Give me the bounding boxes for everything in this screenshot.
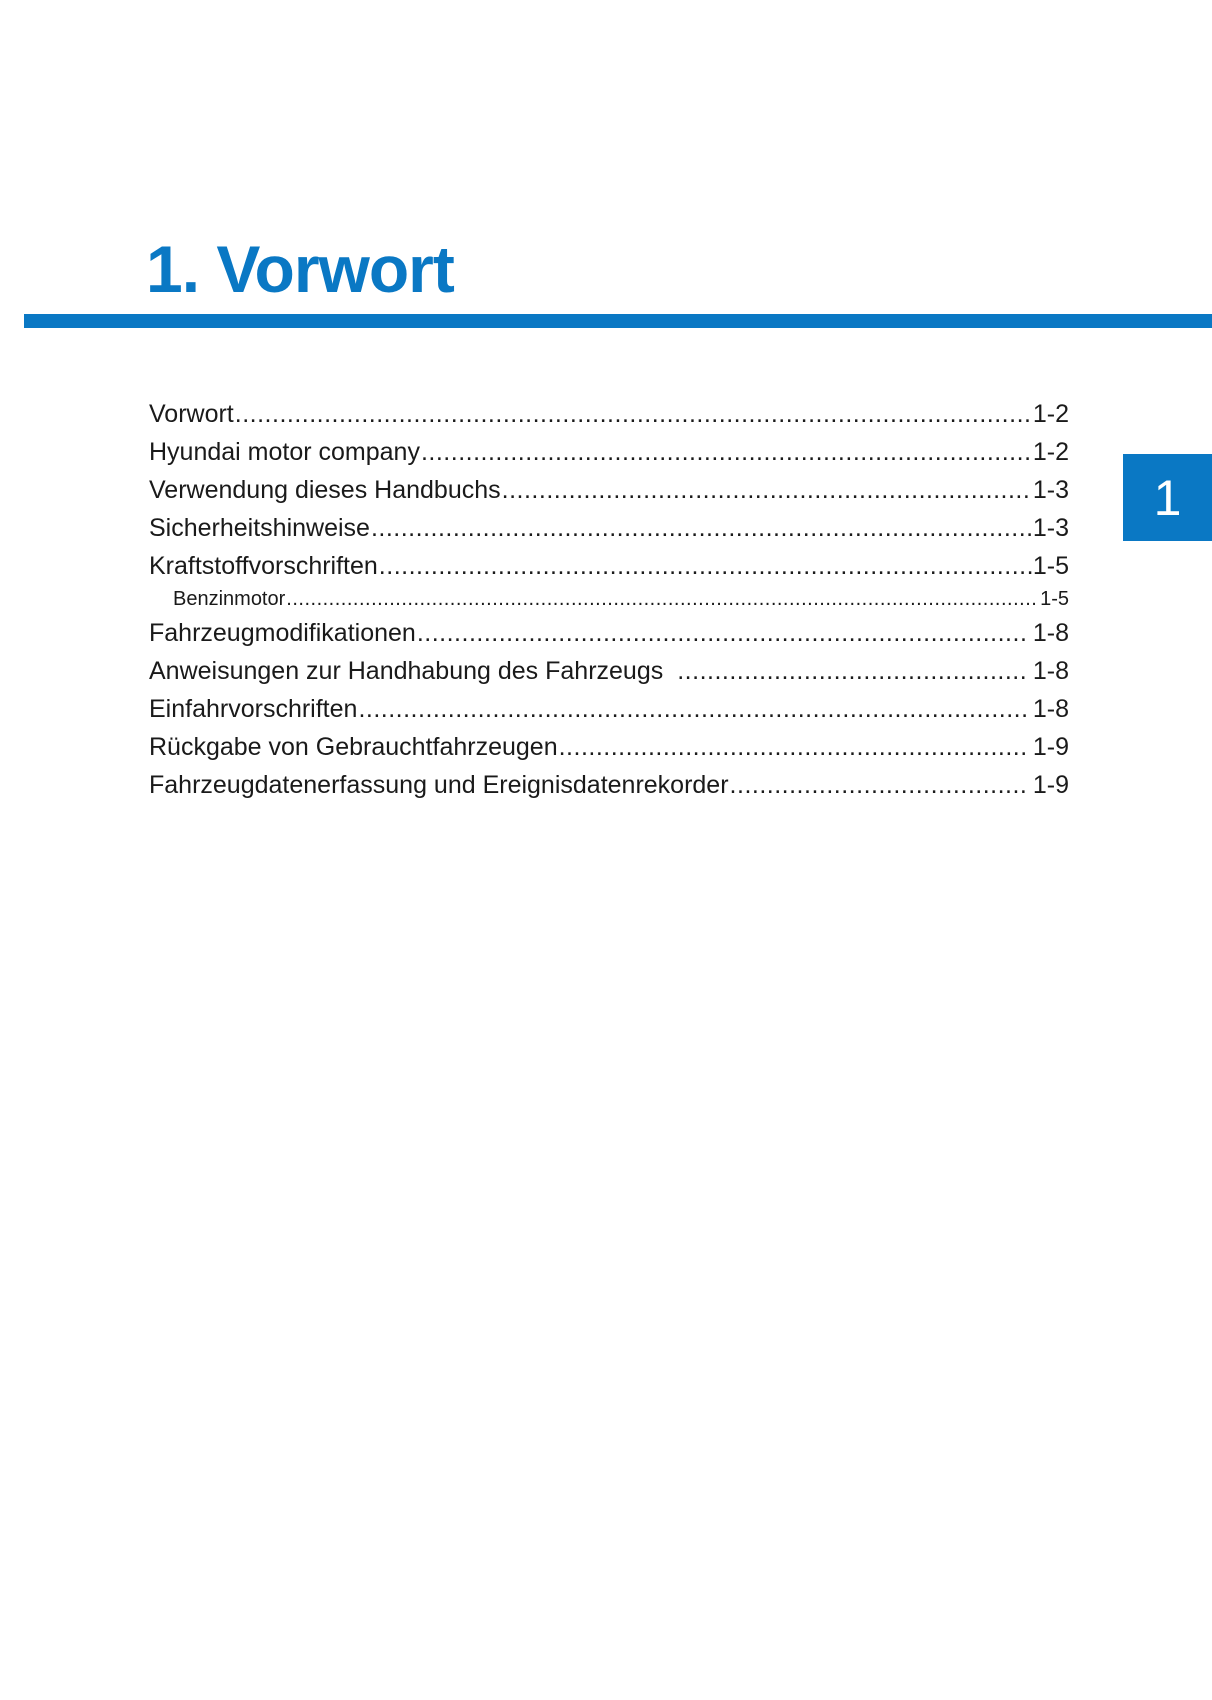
toc-entry[interactable] <box>149 690 1069 728</box>
toc-entry-page: 1-9 <box>1032 771 1069 799</box>
toc-entry[interactable] <box>149 652 1069 690</box>
toc-entry-label: Rückgabe von Gebrauchtfahrzeugen <box>149 733 558 761</box>
toc-subentry[interactable] <box>149 585 1069 614</box>
toc-entry-label: Fahrzeugmodifikationen <box>149 619 416 647</box>
toc-entry[interactable] <box>149 547 1069 585</box>
toc-entry-page: 1-5 <box>1032 552 1069 580</box>
dot-leader <box>502 471 1032 509</box>
toc-entry[interactable] <box>149 614 1069 652</box>
toc-entry-page: 1-2 <box>1032 400 1069 428</box>
dot-leader <box>379 547 1032 585</box>
toc-entry[interactable] <box>149 471 1069 509</box>
dot-leader <box>358 690 1025 728</box>
chapter-title: 1. Vorwort <box>146 232 454 306</box>
chapter-tab <box>1123 454 1212 541</box>
toc-entry-page: 1-8 <box>1032 695 1069 723</box>
dot-leader <box>559 728 1026 766</box>
toc-entry[interactable] <box>149 509 1069 547</box>
toc-entry-label: Sicherheitshinweise <box>149 514 370 542</box>
toc-subentry-label: Benzinmotor <box>173 588 286 610</box>
toc-entry-page: 1-9 <box>1032 733 1069 761</box>
title-divider <box>24 314 1212 328</box>
toc-entry-page: 1-8 <box>1032 619 1069 647</box>
dot-leader <box>417 614 1026 652</box>
dot-leader <box>421 433 1032 471</box>
toc-entry-label: Anweisungen zur Handhabung des Fahrzeugs <box>149 657 664 685</box>
toc-entry[interactable] <box>149 395 1069 433</box>
toc-entry[interactable] <box>149 766 1069 804</box>
table-of-contents <box>149 395 1069 804</box>
toc-entry-label: Kraftstoffvorschriften <box>149 552 378 580</box>
toc-entry-label: Fahrzeugdatenerfassung und Ereignisdatenrekorder <box>149 771 729 799</box>
toc-entry-page: 1-8 <box>1032 657 1069 685</box>
toc-entry[interactable] <box>149 433 1069 471</box>
chapter-tab-number: 1 <box>1153 469 1182 526</box>
dot-leader <box>371 509 1032 547</box>
toc-subentry-page: 1-5 <box>1040 588 1069 610</box>
toc-entry-label: Einfahrvorschriften <box>149 695 358 723</box>
toc-entry-page: 1-3 <box>1032 476 1069 504</box>
dot-leader <box>235 395 1032 433</box>
dot-leader <box>286 585 1039 614</box>
toc-entry-page: 1-3 <box>1032 514 1069 542</box>
toc-entry[interactable] <box>149 728 1069 766</box>
dot-leader <box>730 766 1026 804</box>
toc-entry-page: 1-2 <box>1032 438 1069 466</box>
toc-entry-label: Verwendung dieses Handbuchs <box>149 476 501 504</box>
toc-entry-label: Vorwort <box>149 400 234 428</box>
dot-leader <box>677 652 1026 690</box>
toc-entry-label: Hyundai motor company <box>149 438 420 466</box>
